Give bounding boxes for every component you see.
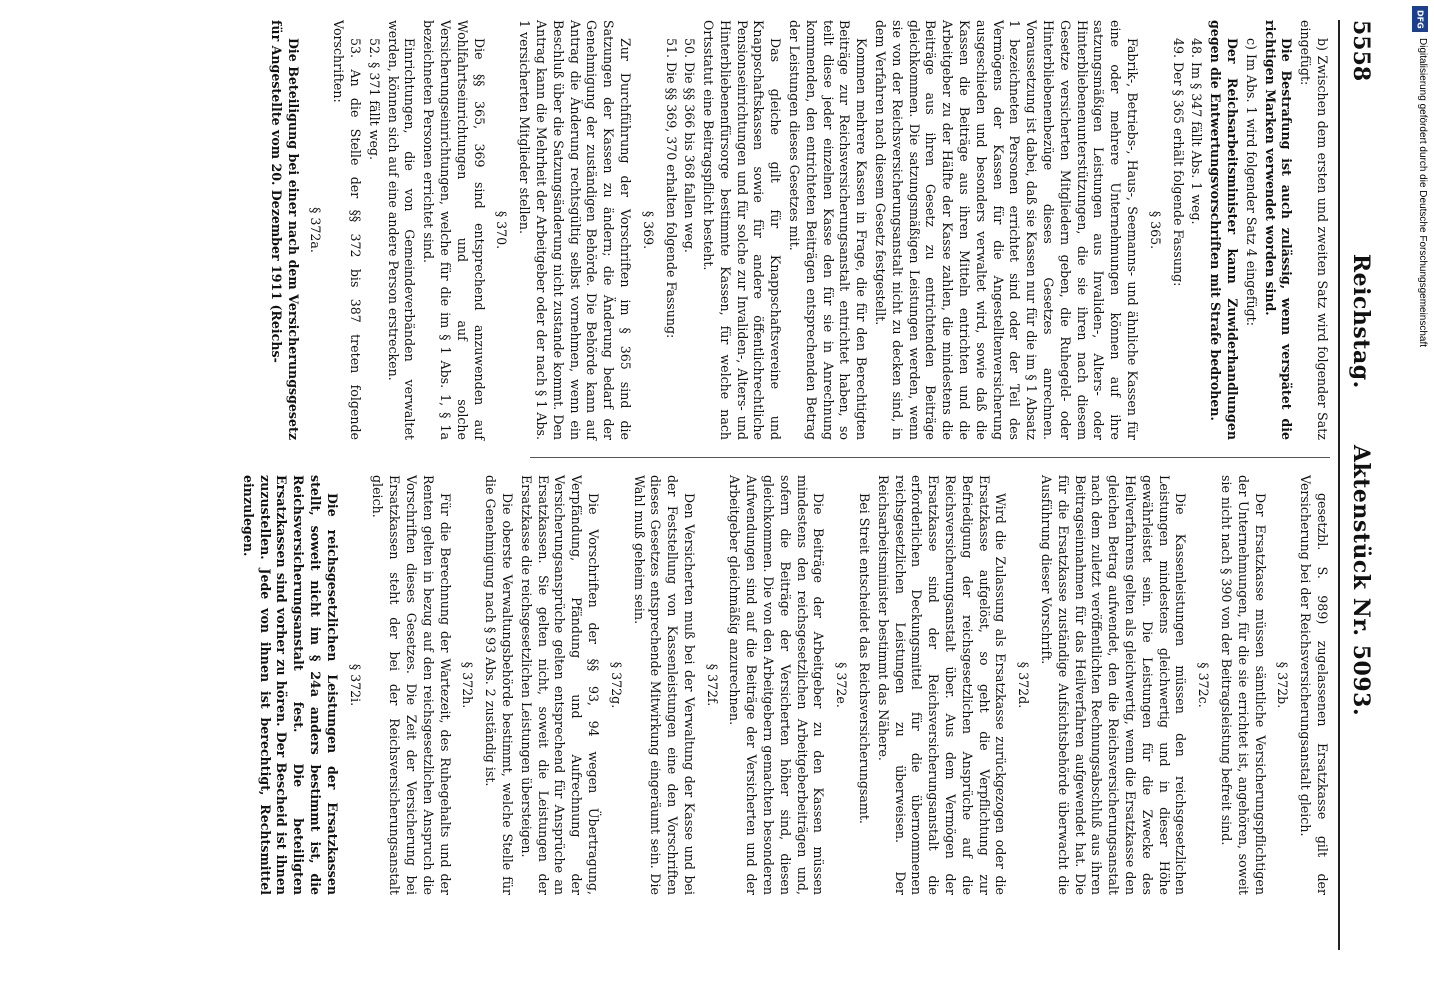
left-text-column <box>265 20 1330 440</box>
paragraph: Den Versicherten muß bei der Verwaltung der Kasse und bei der Feststellung von Kassenleistungen eine den Vorschriften dieses Gesetzes entsprechende Mitwirkung eingeräumt sein. Die Wahl muß geheim sein. <box>631 475 697 895</box>
paragraph: Zur Durchführung der Vorschriften im § 365 sind die Satzungen der Kassen zu ändern; die Änderung bedarf der Genehmigung der zuständigen Behörde. Die Behörde kann auf Antrag die Änderung rechtsgültig selbst vornehmen, wenn ein Beschluß über die Satzungsänderung nicht zustande kommt. Den Antrag kann die Mehrheit der Arbeitgeber oder der nach § 1 Abs. 1 versicherten Mitglieder stellen. <box>517 20 633 440</box>
section-heading: § 372b. <box>1275 661 1291 709</box>
paragraph: 52. § 371 fällt weg. <box>366 38 382 160</box>
dfg-logo: DFG <box>1412 6 1428 32</box>
page-number: 5558 <box>1348 20 1374 82</box>
section-heading: § 372g. <box>608 661 624 709</box>
paragraph: Die reichsgesetzlichen Leistungen der Ersatzkassen stellt, soweit nicht im § 24a anders bestimmt ist, die Reichsversicherungsanstalt fest. Die beteiligten Ersatzkassen sind vorher zu hören. Der Bescheid ist ihnen zuzustellen. Jede von ihnen ist berechtigt, Rechtsmittel einzulegen. <box>240 475 340 895</box>
paragraph: 48. Im § 347 fällt Abs. 1 weg. <box>1189 38 1205 225</box>
paragraph: Für die Berechnung der Wartezeit, des Ruhegehalts und der Renten gelten in bezug auf den reichsgesetzlichen Anspruch die Vorschriften dieses Gesetzes. Die Zeit der Versicherung bei Ersatzkassen steht der bei der Reichsversicherungsanstalt gleich. <box>370 475 453 895</box>
dfg-side-note <box>1412 6 1428 994</box>
right-text-column <box>237 475 1330 895</box>
section-heading: § 372d. <box>1016 661 1032 709</box>
paragraph: Bei Streit entscheidet das Reichsversicherungsamt. <box>857 493 873 824</box>
paragraph: gesetzbl. S. 989) zugelassenen Ersatzkasse gilt der Versicherung bei der Reichsversicherungsanstalt gleich. <box>1298 475 1330 895</box>
running-title <box>1348 20 1374 950</box>
section-heading: § 370. <box>494 210 510 250</box>
paragraph: 51. Die §§ 369, 370 erhalten folgende Fassung: <box>663 38 679 339</box>
paragraph: Kommen mehrere Kassen in Frage, die für den Berechtigten Beiträge zur Reichsversicherungsanstalt entrichtet haben, so teilt diese jeder einzelnen Kasse den für sie in Anrechnung kommenden, den entrichteten Beiträgen entsprechenden Betrag der Leistungen dieses Gesetzes mit. <box>787 20 870 440</box>
document-sheet <box>42 20 1382 950</box>
section-heading: § 372i. <box>347 663 363 707</box>
section-heading: § 369. <box>640 210 656 250</box>
paragraph: Das gleiche gilt für Knappschaftsvereine und Knappschaftskassen sowie für andere öffentlichrechtliche Pensionseinrichtungen und für solche zur Invaliden-, Alters- und Hinterbliebenenfürsorge bestimmte Kassen, für welche nach Ortsstatut eine Beitragspflicht besteht. <box>701 20 784 440</box>
paragraph: Die Bestrafung ist auch zulässig, wenn verspätet die richtigen Marken verwendet worden sind. <box>1262 20 1295 440</box>
paragraph: 50. Die §§ 366 bis 368 fallen weg. <box>682 38 698 253</box>
paragraph: Die Vorschriften der §§ 93, 94 wegen Übertragung, Verpfändung, Pfändung und Aufrechnung der Versicherungsansprüche gelten entsprechend für Ansprüche an Ersatzkassen. Sie gelten nicht, soweit die Leistungen der Ersatzkasse die reichsgesetzlichen Leistungen übersteigen. <box>518 475 601 895</box>
paragraph: c) Im Abs. 1 wird folgender Satz 4 eingefügt: <box>1243 38 1259 326</box>
section-heading: § 372c. <box>1196 662 1212 708</box>
paragraph: Die Beiträge der Arbeitgeber zu den Kassen müssen mindestens den reichsgesetzlichen Arbeitgeberbeiträgen und, sofern die Beiträge der Versicherten höher sind, diesen gleichkommen. Die von den Arbeitgebern gemachten besonderen Aufwendungen sind auf die Beiträge der Versicherten und der Arbeitgeber gleichmäßig anzurechnen. <box>727 475 827 895</box>
paragraph: Einrichtungen, die von Gemeindeverbänden verwaltet werden, können sich auf eine andere Person erstrecken. <box>385 20 418 440</box>
page-header <box>1338 20 1374 950</box>
section-heading: § 372h. <box>460 661 476 709</box>
column-divider <box>530 457 1330 458</box>
running-title-left: Reichstag. <box>1348 253 1374 389</box>
paragraph: Wird die Zulassung als Ersatzkasse zurückgezogen oder die Ersatzkasse aufgelöst, so geht die Verpflichtung zur Befriedigung der reichsgesetzlichen Ansprüche auf die Reichsversicherungsanstalt über. Aus dem Vermögen der Ersatzkasse sind der Reichsversicherungsanstalt die erforderlichen Deckungsmittel für die übernommenen reichsgesetzlichen Leistungen zu überweisen. Der Reichsarbeitsminister bestimmt das Nähere. <box>875 475 1009 895</box>
section-heading: § 365. <box>1147 210 1163 250</box>
section-heading: § 372a. <box>308 207 324 253</box>
section-heading: § 372e. <box>834 662 850 708</box>
paragraph: 53. An die Stelle der §§ 372 bis 387 treten folgende Vorschriften: <box>331 20 363 440</box>
running-title-right: Aktenstück Nr. 5093. <box>1348 444 1374 717</box>
paragraph: Die oberste Verwaltungsbehörde bestimmt, welche Stelle für die Genehmigung nach § 93 Abs. 2 zuständig ist. <box>483 475 515 895</box>
paragraph: Fabrik-, Betriebs-, Haus-, Seemanns- und ähnliche Kassen für eine oder mehrere Unternehmungen können auf ihre satzungsmäßigen Leistungen aus Invaliden-, Alters- oder Hinterbliebenenunterstützungen, die sie ihren nach diesem Gesetze versicherten Mitgliedern geben, die Ruhegeld- oder Hinterbliebenenbezüge dieses Gesetzes anrechnen. Voraussetzung ist dabei, daß sie Kassen nur für die im § 1 Absatz 1 bezeichneten Personen errichtet sind oder der Teil des Vermögens der Kassen für die Angestelltenversicherung ausgeschieden und besonders verwaltet wird, sowie daß die Kassen die Beiträge aus ihren Mitteln entrichten und die Arbeitgeber zu der Hälfte der Kasse zahlen, die mindestens die Beiträge aus ihren Gesetz zu entrichtenden Beiträge gleichkommen. Die satzungsmäßigen Leistungen werden, wenn sie von der Reichsversicherungsanstalt nicht zu decken sind, in dem Verfahren nach diesem Gesetz festgestellt. <box>873 20 1141 440</box>
paragraph: Die §§ 365, 369 sind entsprechend anzuwenden auf Wohlfahrtseinrichtungen und auf solche Versicherungseinrichtungen, welche für die im § 1 Abs. 1, § 1a bezeichneten Personen errichtet sind. <box>421 20 487 440</box>
paragraph: 49. Der § 365 erhält folgende Fassung: <box>1170 38 1186 287</box>
paragraph: b) Zwischen dem ersten und zweiten Satz wird folgender Satz eingefügt: <box>1298 20 1330 440</box>
section-heading: § 372f. <box>704 663 720 707</box>
paragraph: Die Beteiligung bei einer nach dem Versicherungsgesetz für Angestellte vom 20. Dezember 1911 (Reichs- <box>268 20 301 440</box>
paragraph: Der Reichsarbeitsminister kann Zuwiderhandlungen gegen die Entwertungsvorschriften mit Strafe bedrohen. <box>1208 20 1241 440</box>
paragraph: Der Ersatzkasse müssen sämtliche Versicherungspflichtigen der Unternehmungen, für die sie errichtet ist, angehören, soweit sie nicht nach § 390 von der Beitragsleistung befreit sind. <box>1219 475 1268 895</box>
rotated-document-page <box>22 20 1412 970</box>
paragraph: Die Kassenleistungen müssen den reichsgesetzlichen Leistungen mindestens gleichwertig und in dieser Höhe gewährleistet sein. Die Leistungen für die Zwecke des Heilverfahrens gelten als gleichwertig, wenn die Ersatzkasse den gleichen Betrag aufwendet, den die Reichsversicherungsanstalt nach dem zuletzt veröffentlichten Rechnungsabschluß aus ihren Beitragseinnahmen für das Heilverfahren aufgewendet hat. Die für die Ersatzkasse zuständige Aufsichtsbehörde überwacht die Ausführung dieser Vorschrift. <box>1039 475 1189 895</box>
digitization-note: Digitalisierung gefördert durch die Deutsche Forschungsgemeinschaft <box>1417 38 1428 348</box>
